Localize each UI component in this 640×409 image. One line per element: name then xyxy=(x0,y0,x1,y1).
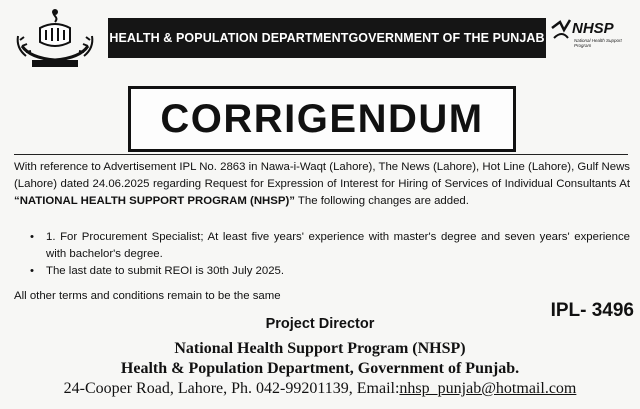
department-title: HEALTH & POPULATION DEPARTMENTGOVERNMENT OF THE PUNJAB xyxy=(109,31,545,45)
program-name: “NATIONAL HEALTH SUPPORT PROGRAM (NHSP)” xyxy=(14,195,295,208)
closing-text: All other terms and conditions remain to be the same xyxy=(14,290,281,302)
divider xyxy=(14,154,628,155)
signatory-program: National Health Support Program (NHSP) xyxy=(174,340,466,357)
list-item-text: 1. For Procurement Specialist; At least five years' experience with master's degree and seven years' experience with bachelor's degree. xyxy=(46,231,630,261)
list-item-text: The last date to submit REOI is 30th July 2025. xyxy=(46,265,285,278)
list-item xyxy=(30,229,630,263)
signatory-role: Project Director xyxy=(265,316,375,332)
bullet-icon: • xyxy=(30,231,34,243)
nhsp-logo-text: NHSP xyxy=(572,20,614,37)
intro-text: With reference to Advertisement IPL No. 2863 in Nawa-i-Waqt (Lahore), The News (Lahore), Hot Line (Lahore), Gulf News (Lahore) dated 24.06.2025 regarding Request for Expression of Interest for Hiring of Services of Individual Consultants At xyxy=(14,161,630,191)
list-item xyxy=(30,263,630,280)
title-box xyxy=(128,86,516,152)
bullet-icon: • xyxy=(30,265,34,278)
nhsp-logo-tagline: National Health Support Program xyxy=(574,38,622,48)
signatory-department: Health & Population Department, Government of Punjab. xyxy=(120,360,520,377)
changes-list xyxy=(30,229,630,281)
intro-paragraph xyxy=(14,159,630,211)
page-title: CORRIGENDUM xyxy=(160,96,484,141)
contact-line xyxy=(0,380,640,398)
email-link[interactable]: nhsp_punjab@hotmail.com xyxy=(399,380,577,397)
address-text: 24-Cooper Road, Lahore, Ph. 042-99201139, Email: xyxy=(63,380,400,397)
intro-end-text: The following changes are added. xyxy=(294,195,469,208)
header-banner xyxy=(108,18,546,58)
punjab-emblem-icon xyxy=(10,6,100,70)
ipl-number: IPL- 3496 xyxy=(550,300,634,321)
